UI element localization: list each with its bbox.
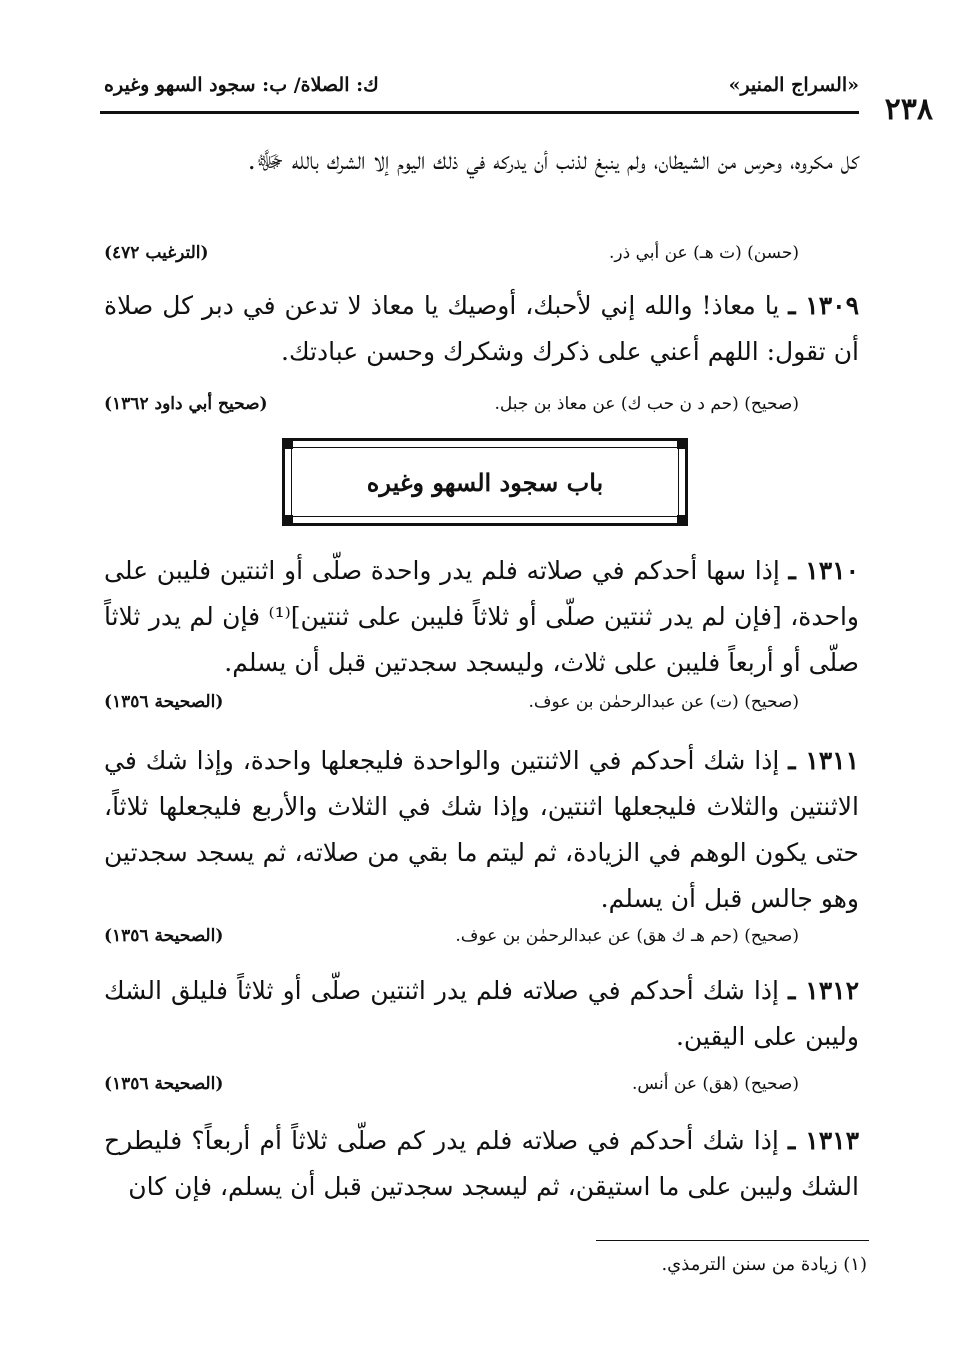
- hadith-1309: [104, 283, 859, 375]
- hadith-reference: (حسن) (ت هـ) عن أبي ذر.: [608, 243, 799, 263]
- hadith-text: إذا شك أحدكم في صلاته فلم يدر اثنتين صلّى أو ثلاثاً فليلق الشك وليبن على اليقين.: [104, 976, 859, 1051]
- chapter-heading: باب سجود السهو وغيره: [366, 467, 604, 497]
- source-line: [104, 243, 859, 273]
- hadith-reference: (صحيح) (حم هـ ك هق) عن عبدالرحمٰن بن عوف.: [455, 926, 799, 946]
- hadith-text: يا معاذ! والله إني لأحبك، أوصيك يا معاذ لا تدعن في دبر كل صلاة أن تقول: اللهم أعني على ذكرك وشكرك وحسن عبادتك.: [104, 291, 859, 366]
- hadith-text: إذا سها أحدكم في صلاته فلم يدر واحدة صلّى أو اثنتين فليبن على واحدة، [فإن لم يدر ثنتين صلّى أو ثلاثاً فليبن على ثنتين]⁽¹⁾ فإن لم يدر ثلاثاً صلّى أو أربعاً فليبن على ثلاث، وليسجد سجدتين قبل أن يسلم.: [104, 556, 859, 677]
- corner-ornament: [285, 515, 293, 523]
- hadith-1311: [104, 738, 859, 922]
- hadith-reference: (صحيح) (حم د ن حب ك) عن معاذ بن جبل.: [494, 394, 799, 414]
- header-rule: [100, 111, 859, 114]
- source-line: [104, 692, 859, 722]
- hadith-text: إذا شك أحدكم في صلاته فلم يدر كم صلّى ثلاثاً أم أربعاً؟ فليطرح الشك وليبن على ما استيقن، ثم ليسجد سجدتين قبل أن يسلم، فإن كان: [104, 1126, 859, 1201]
- hadith-grade: (الصحيحة ١٣٥٦): [104, 926, 224, 946]
- source-line: [104, 926, 859, 956]
- running-chapter-title: ك: الصلاة/ ب: سجود السهو وغيره: [104, 74, 379, 96]
- hadith-text: إذا شك أحدكم في الاثنتين والواحدة فليجعلها واحدة، وإذا شك في الاثنتين والثلاث فليجعلها اثنتين، وإذا شك في الثلاث والأربع فليجعلها ثلاثاً، حتى يكون الوهم في الزيادة، ثم ليتم ما بقي من صلاته، ثم يسجد سجدتين وهو جالس قبل أن يسلم.: [104, 746, 859, 913]
- hadith-number: ١٣١٢ ـ: [788, 976, 860, 1005]
- hadith-reference: (صحيح) (ت) عن عبدالرحمٰن بن عوف.: [528, 692, 799, 712]
- hadith-reference: (صحيح) (هق) عن أنس.: [631, 1074, 799, 1094]
- hadith-grade: (الترغيب ٤٧٢): [104, 243, 209, 263]
- chapter-heading-frame: [291, 447, 679, 517]
- book-title: «السراج المنير»: [728, 74, 859, 96]
- hadith-number: ١٣١٠ ـ: [788, 556, 859, 585]
- source-line: [104, 1074, 859, 1104]
- hadith-1310: [104, 548, 859, 686]
- hadith-grade: (الصحيحة ١٣٥٦): [104, 1074, 224, 1094]
- hadith-number: ١٣١١ ـ: [788, 746, 860, 775]
- corner-ornament: [677, 515, 685, 523]
- continued-hadith-text: كل مكروه، وحرس من الشيطان، ولم ينبغ لذنب أن يدركه في ذلك اليوم إلا الشرك بالله ﷻ.: [247, 146, 859, 175]
- hadith-number: ١٣١٣ ـ: [788, 1126, 860, 1155]
- hadith-1313: [104, 1118, 859, 1210]
- page-number: ٢٣٨: [884, 92, 933, 127]
- corner-ornament: [285, 441, 293, 449]
- hadith-number: ١٣٠٩ ـ: [788, 291, 859, 320]
- hadith-grade: (صحيح أبي داود ١٣٦٢): [104, 394, 268, 414]
- footnote-rule: [596, 1240, 869, 1241]
- footnote: (١) زيادة من سنن الترمذي.: [661, 1254, 867, 1275]
- source-line: [104, 394, 859, 424]
- hadith-1312: [104, 968, 859, 1060]
- corner-ornament: [677, 441, 685, 449]
- hadith-grade: (الصحيحة ١٣٥٦): [104, 692, 224, 712]
- chapter-heading-box: [282, 438, 688, 526]
